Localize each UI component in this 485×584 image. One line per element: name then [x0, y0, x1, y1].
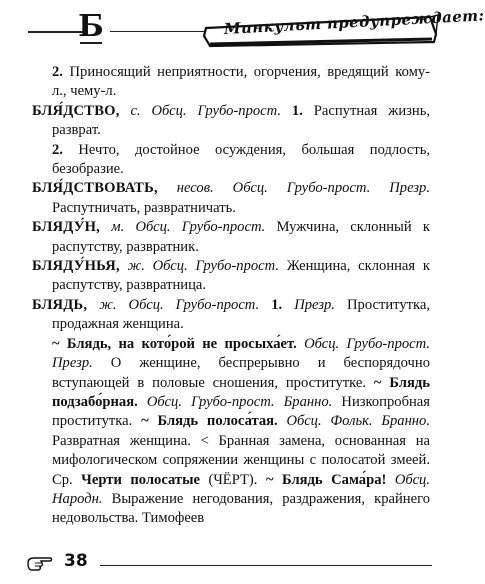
- sense-paragraph: [32, 141, 430, 180]
- idiom-definition: Низкопробная проститутка.: [52, 393, 430, 430]
- entry-headword: БЛЯДУ́НЬЯ,: [32, 258, 120, 275]
- sense-number: 1.: [281, 102, 303, 119]
- sense-number: 2.: [52, 141, 63, 158]
- banner-text: Минкульт предупреждает:: [223, 6, 485, 38]
- idioms-paragraph: [32, 335, 430, 529]
- entry-blyadstvovat: [32, 179, 430, 218]
- page-header: [0, 0, 485, 58]
- entry-blyadunya: [32, 257, 430, 296]
- entry-grammar: несов. Обсц. Грубо-прост. Презр.: [157, 180, 430, 197]
- sense-paragraph: [32, 63, 430, 102]
- idiom-definition: Выражение негодования, раздражения, крайнего недовольства. Тимофеев: [52, 490, 430, 527]
- entry-grammar: ж. Обсц. Грубо-прост.: [119, 258, 280, 275]
- entry-headword: БЛЯДУ́Н,: [32, 219, 101, 236]
- page-footer: [0, 548, 452, 578]
- sense-definition: Распутничать, развратничать.: [52, 199, 236, 216]
- idiom-grammar: Обсц. Грубо-прост. Презр.: [52, 335, 431, 372]
- cross-reference: Черти полосатые: [72, 471, 200, 488]
- entry-headword: БЛЯ́ДСТВО,: [32, 102, 120, 119]
- entry-blyadun: [32, 218, 430, 257]
- idiom-phrase: ~ Блядь Сама́ра!: [257, 471, 387, 488]
- sense-definition: Распутная жизнь, разврат.: [52, 102, 431, 139]
- entry-headword: БЛЯ́ДСТВОВАТЬ,: [32, 180, 158, 197]
- entry-blyad: [32, 296, 430, 335]
- entry-grammar: с. Обсц. Грубо-прост.: [119, 102, 282, 119]
- pointing-hand-icon: [26, 554, 54, 572]
- sense-number: 2.: [52, 64, 63, 80]
- entry-blyadstvo: [32, 102, 430, 141]
- dictionary-text: [32, 63, 430, 529]
- sense-definition: Женщина, склонная к распутству, развратница.: [52, 258, 430, 294]
- idiom-phrase: ~ Блядь подзабо́рная.: [52, 374, 430, 410]
- header-rule-middle: [110, 31, 206, 32]
- idiom-grammar: Обсц. Народн.: [52, 471, 430, 507]
- cross-reference-source: (ЧЁРТ).: [199, 471, 258, 488]
- header-banner: [202, 6, 485, 48]
- idiom-phrase: ~ Блядь полоса́тая.: [132, 413, 278, 430]
- sense-definition: Приносящий неприятности, огорчения, вредящий кому-л., чему-л.: [52, 64, 430, 100]
- idiom-definition: Развратная женщина. < Бранная замена, основанная на мифологическом сопряжении женщины с полосатой змеей. Ср.: [52, 432, 430, 488]
- entry-grammar: ж. Обсц. Грубо-прост.: [87, 296, 260, 313]
- entry-grammar: м. Обсц. Грубо-прост.: [100, 219, 266, 236]
- idiom-grammar: Обсц. Фольк. Бранно.: [277, 413, 430, 430]
- idiom-grammar: Обсц. Грубо-прост. Бранно.: [137, 393, 333, 410]
- section-letter: Б: [78, 9, 104, 44]
- sense-definition: Мужчина, склонный к распутству, развратник.: [52, 219, 430, 255]
- idiom-phrase: ~ Блядь, на кото́рой не просыха́ет.: [52, 335, 297, 352]
- sense-number: 1.: [259, 296, 283, 313]
- footer-rule: [100, 565, 432, 566]
- entry-grammar: Презр.: [282, 296, 335, 313]
- sense-definition: Нечто, достойное осуждения, большая подлость, безобразие.: [52, 141, 430, 178]
- sense-definition: Проститутка, продажная женщина.: [52, 296, 431, 333]
- section-letter-underline: [80, 42, 102, 44]
- page-number: 38: [64, 551, 88, 571]
- idiom-definition: О женщине, беспрерывно и беспорядочно вступающей в половые сношения, проститутке.: [52, 355, 430, 391]
- entry-headword: БЛЯДЬ,: [32, 296, 88, 313]
